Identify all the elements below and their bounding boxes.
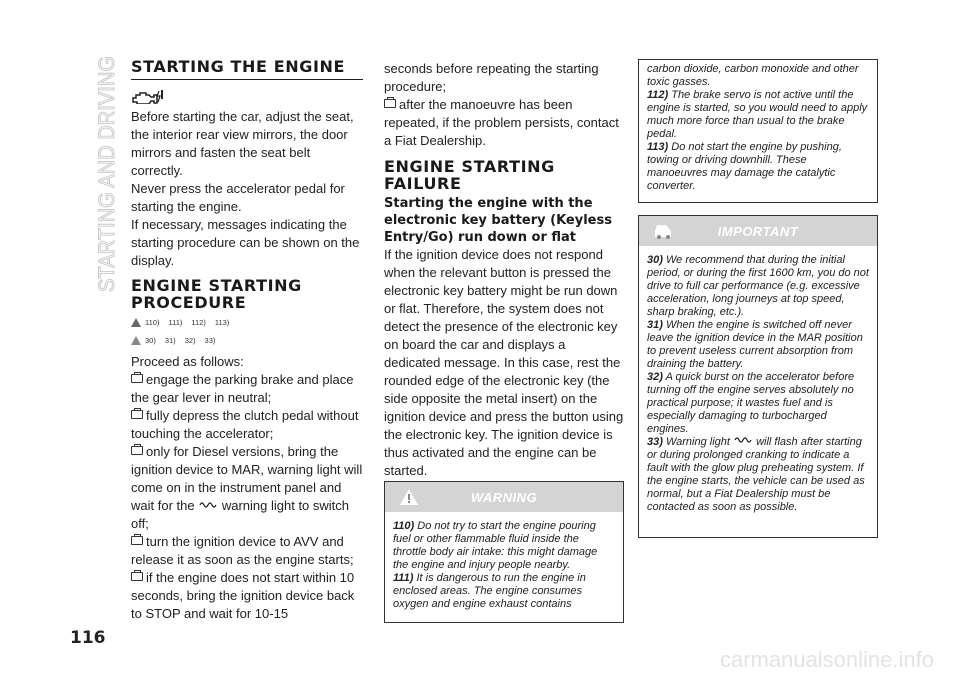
intro-paragraph-3: If necessary, messages indicating the starting procedure can be shown on the display. (131, 217, 360, 268)
important-30: 30) We recommend that during the initial period, or during the first 1600 km, you do not drive to full car performance (e.g. excessive acceleration, long journeys at top speed, sharp braking, etc.). (647, 254, 869, 318)
section-heading: STARTING THE ENGINE (131, 58, 363, 80)
warning-refs (131, 315, 365, 329)
warning-112: 112) The brake servo is not active until the engine is started, so you would need to apply much more force than usual to the brake pedal. (647, 89, 868, 140)
warning-box-continued (638, 59, 878, 203)
bullet-icon (131, 410, 143, 419)
subsection-heading: ENGINE STARTING PROCEDURE (131, 276, 302, 312)
side-section-title (84, 54, 124, 294)
bullet-icon (131, 374, 143, 383)
important-33: 33) Warning light will flash after starting or during prolonged cranking to indicate a fault with the glow plug preheating system. If the engine starts, the vehicle can be used as normal, but a Fiat Dealership must be contacted as soon as possible. (647, 436, 865, 513)
bullet-icon (384, 99, 396, 108)
column-1 (131, 58, 365, 623)
step-4: turn the ignition device to AVV and release it as soon as the engine starts; (131, 534, 354, 567)
page-number: 116 (70, 628, 106, 648)
warning-triangle-icon (131, 318, 141, 327)
side-title-text: STARTING AND DRIVING (94, 54, 119, 292)
car-important-icon (653, 222, 675, 245)
important-box-header (639, 216, 877, 246)
warning-title: WARNING (470, 489, 538, 505)
glow-plug-warning-icon (733, 436, 753, 444)
step-3: only for Diesel versions, bring the ignition device to MAR, warning light will come on in the instrument panel and wait for the warning light to switch off; (131, 444, 363, 531)
watermark: carmanualsonline.info (719, 647, 934, 672)
ref-112[interactable]: 112) (191, 317, 206, 327)
important-31: 31) When the engine is switched off never leave the ignition device in the MAR position to prevent useless current absorption from draining the battery. (647, 319, 863, 370)
warning-box (384, 481, 624, 623)
important-refs (131, 333, 365, 347)
important-title: IMPORTANT (717, 223, 799, 239)
ref-111[interactable]: 111) (168, 317, 183, 327)
failure-subheading: Starting the engine with the electronic key battery (Keyless Entry/Go) run down or flat (384, 196, 612, 245)
failure-heading: ENGINE STARTING FAILURE (384, 157, 555, 193)
important-32: 32) A quick burst on the accelerator before turning off the engine serves absolutely no practical purpose; it wastes fuel and is especially damaging to turbocharged engines. (647, 371, 855, 435)
warning-111: 111) It is dangerous to run the engine in enclosed areas. The engine consumes oxygen and engine exhaust contains (393, 572, 586, 610)
ref-32[interactable]: 32) (184, 335, 196, 345)
step-5: if the engine does not start within 10 seconds, bring the ignition device back to STOP and wait for 10-15 (131, 570, 355, 621)
engine-start-icon (131, 88, 365, 104)
bullet-icon (131, 536, 143, 545)
warning-113: 113) Do not start the engine by pushing, towing or driving downhill. These manoeuvres may damage the catalytic converter. (647, 141, 842, 192)
bullet-icon (131, 572, 143, 581)
warning-111-continued: carbon dioxide, carbon monoxide and other toxic gasses. (647, 63, 859, 88)
warning-box-header (385, 482, 623, 512)
warning-triangle-icon (399, 488, 419, 511)
proceed-text: Proceed as follows: (131, 354, 244, 369)
bullet-icon (131, 446, 143, 455)
ref-33[interactable]: 33) (204, 335, 216, 345)
ref-30[interactable]: 30) (145, 335, 156, 345)
ref-113[interactable]: 113) (214, 317, 230, 327)
column-2 (384, 60, 624, 480)
step-2: fully depress the clutch pedal without touching the accelerator; (131, 408, 359, 441)
step-6: after the manoeuvre has been repeated, if the problem persists, contact a Fiat Dealership. (384, 97, 619, 148)
failure-body: If the ignition device does not respond when the relevant button is pressed the electronic key battery might be run down or flat. Therefore, the system does not detect the presence of the electronic key on board the car and displays a dedicated message. In this case, rest the rounded edge of the electronic key (the side opposite the metal insert) on the ignition device and press the button using the electronic key. The ignition device is thus activated and the engine can be started. (384, 247, 624, 478)
intro-paragraph-1: Before starting the car, adjust the seat, the interior rear view mirrors, the door mirrors and fasten the seat belt correctly. (131, 109, 354, 178)
step-1: engage the parking brake and place the gear lever in neutral; (131, 372, 354, 405)
important-box (638, 215, 878, 538)
ref-31[interactable]: 31) (164, 335, 176, 345)
warning-110: 110) Do not try to start the engine pouring fuel or other flammable fluid inside the throttle body air intake: this might damage the engine and injury people nearby. (393, 520, 598, 571)
glow-plug-warning-icon (198, 501, 218, 509)
car-important-icon (131, 336, 141, 345)
ref-110[interactable]: 110) (145, 317, 160, 327)
continued-step: seconds before repeating the starting procedure; (384, 61, 599, 94)
intro-paragraph-2: Never press the accelerator pedal for starting the engine. (131, 181, 345, 214)
